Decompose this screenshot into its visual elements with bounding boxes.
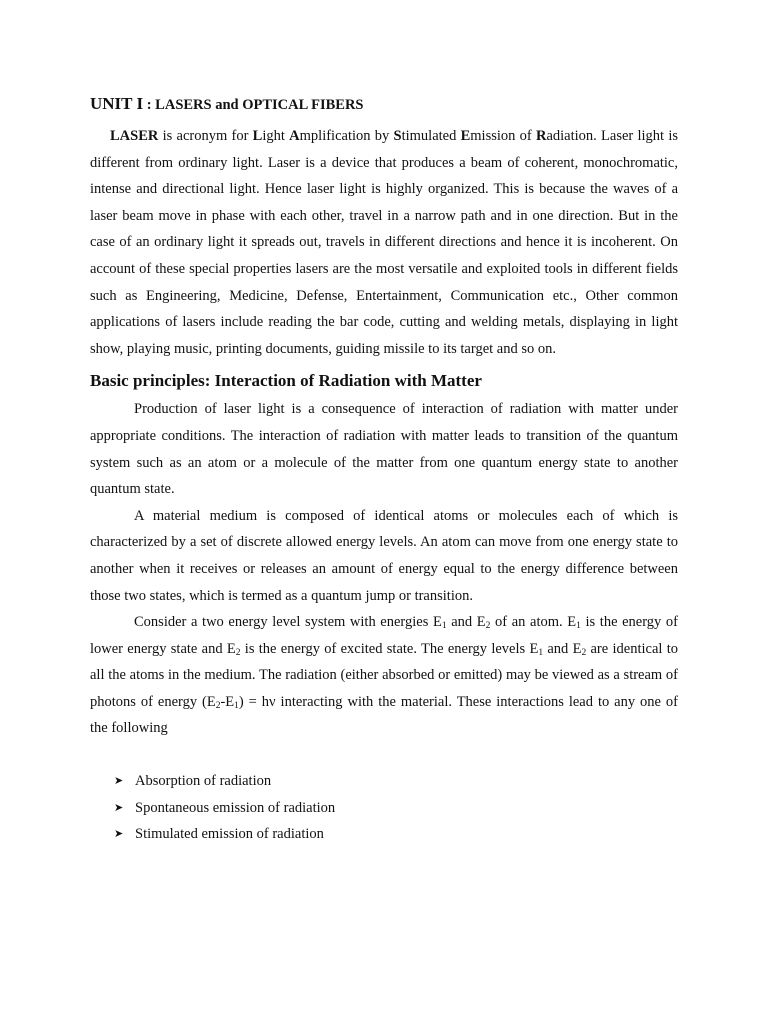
list-item: ➤ Spontaneous emission of radiation xyxy=(114,795,678,822)
page-content xyxy=(90,92,678,848)
unit-heading xyxy=(90,92,678,117)
paragraph-material-medium: A material medium is composed of identical atoms or molecules each of which is characterized by a set of discrete allowed energy levels. An atom can move from one energy state to another when it receives or releases an amount of energy equal to the energy difference between those two states, which is termed as a quantum jump or transition. xyxy=(90,507,678,604)
interaction-list xyxy=(90,768,678,848)
list-item: ➤ Absorption of radiation xyxy=(114,768,678,795)
blank-line xyxy=(90,742,678,768)
section-heading: Basic principles: Interaction of Radiation with Matter xyxy=(90,371,482,391)
unit-title: LASERS and OPTICAL FIBERS xyxy=(155,97,364,113)
arrowhead-bullet-icon: ➤ xyxy=(114,828,124,841)
arrowhead-bullet-icon: ➤ xyxy=(114,775,124,788)
unit-number: UNIT I xyxy=(90,94,144,113)
paragraph-production: Production of laser light is a consequence of interaction of radiation with matter under appropriate conditions. The interaction of radiation with matter leads to transition of the quantum system such as an atom or a molecule of the matter from one quantum energy state to another quantum state. xyxy=(90,401,678,498)
list-item: ➤ Stimulated emission of radiation xyxy=(114,821,678,848)
arrowhead-bullet-icon: ➤ xyxy=(114,801,124,814)
unit-separator: : xyxy=(143,97,156,113)
paragraph-two-level-system: Consider a two energy level system with energies $E_1$ and $E_2$ of an atom. $E_1$ is the energy of lower energy state and $E_2$ is the energy of excited state. The energy levels $E_1$ and $E_2$ are identical to all the atoms in the medium. The radiation (either absorbed or emitted) may be viewed as a stream of photons of energy $(E_2-E_1) = h\nu$ interacting with the material. These interactions lead to any one of the following xyxy=(90,614,679,737)
intro-paragraph: LASER is acronym for Light Amplification by Stimulated Emission of Radiation. Laser light is different from ordinary light. Laser is a device that produces a beam of coherent, monochromatic, intense and directional light. Hence laser light is highly organized. This is because the waves of a laser beam move in phase with each other, travel in a narrow path and in one direction. But in the case of an ordinary light it spreads out, travels in different directions and hence it is incoherent. On account of these special properties lasers are the most versatile and exploited tools in different fields such as Engineering, Medicine, Defense, Entertainment, Communication etc., Other common applications of lasers include reading the bar code, cutting and welding metals, displaying in light show, playing music, printing documents, guiding missile to its target and so on. xyxy=(90,128,679,357)
laser-term: LASER xyxy=(110,128,159,144)
